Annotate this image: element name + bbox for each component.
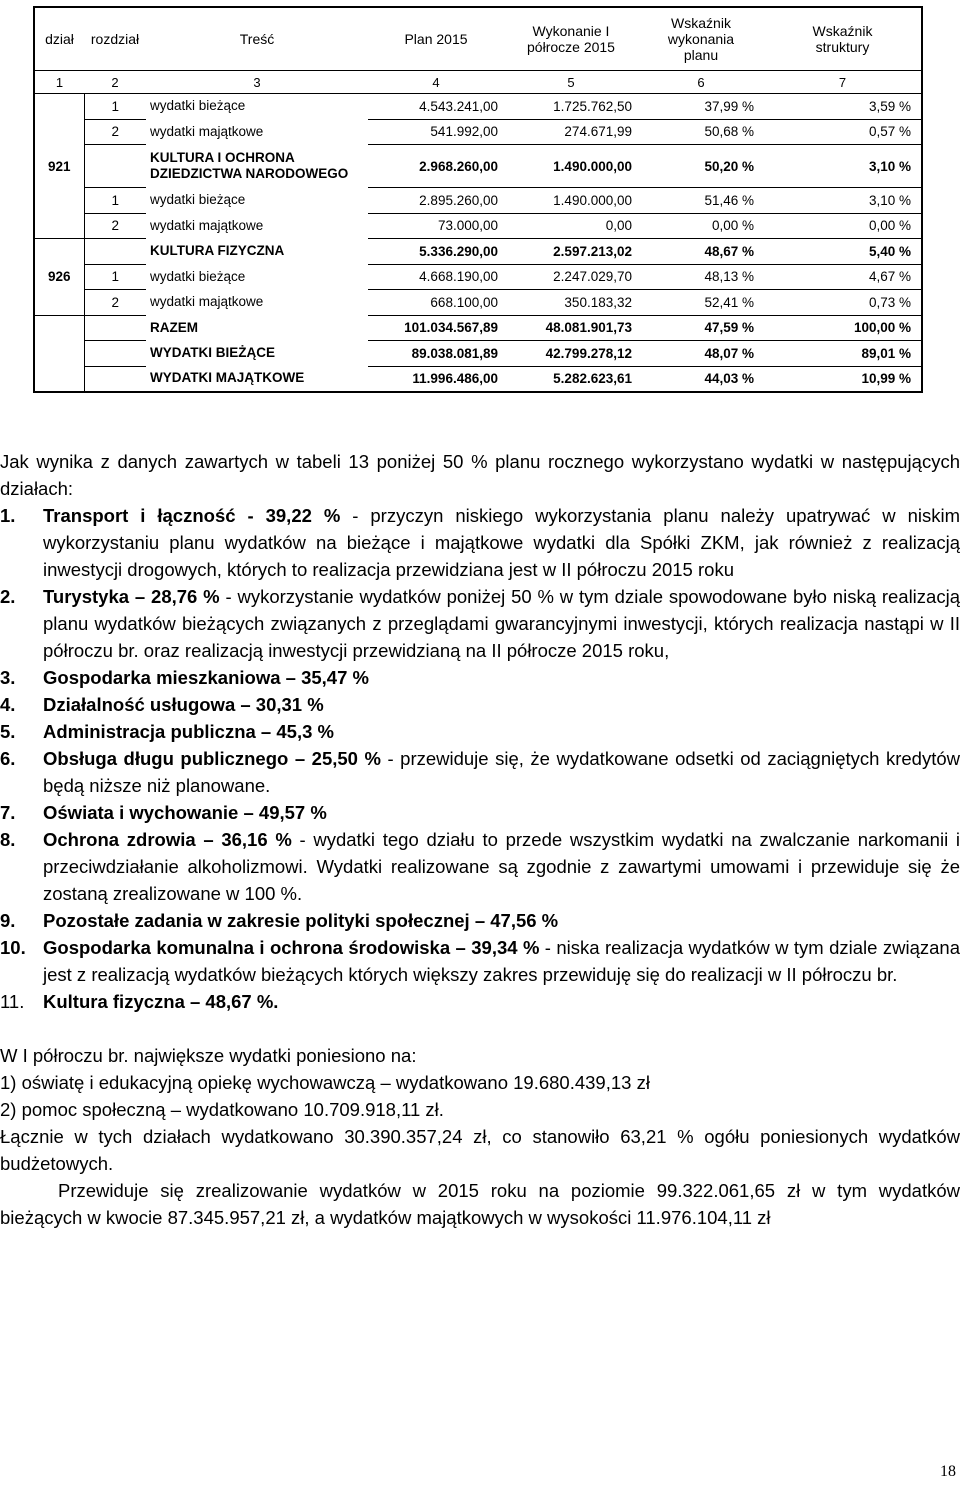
column-number: 2 bbox=[84, 71, 146, 94]
item-number: 2. bbox=[0, 586, 16, 607]
table-cell-pw: 51,46 % bbox=[638, 188, 764, 214]
table-cell-wyk: 350.183,32 bbox=[504, 290, 638, 316]
summary-item-social: 2) pomoc społeczną – wydatkowano 10.709.918,11 zł. bbox=[0, 1099, 444, 1120]
table-row bbox=[34, 213, 922, 239]
department-item bbox=[0, 799, 960, 826]
table-cell-rz bbox=[84, 239, 146, 265]
header-cell: rozdział bbox=[84, 7, 146, 71]
header-cell: Wskaźnik wykonania planu bbox=[638, 7, 764, 71]
table-cell-plan: 89.038.081,89 bbox=[368, 341, 504, 367]
table-row bbox=[34, 341, 922, 367]
table-cell-wyk: 1.490.000,00 bbox=[504, 145, 638, 188]
table-cell-rz: 2 bbox=[84, 213, 146, 239]
table-cell-ps: 100,00 % bbox=[764, 315, 922, 341]
table-cell-pw: 52,41 % bbox=[638, 290, 764, 316]
table-column-number-row bbox=[34, 71, 922, 94]
table-row bbox=[34, 239, 922, 265]
department-item bbox=[0, 718, 960, 745]
item-number: 11. bbox=[0, 991, 25, 1012]
item-number: 6. bbox=[0, 748, 16, 769]
department-item bbox=[0, 583, 960, 664]
table-cell-rz: 2 bbox=[84, 119, 146, 145]
expenditure-table bbox=[33, 6, 923, 393]
table-cell-t: wydatki majątkowe bbox=[150, 294, 264, 310]
department-item bbox=[0, 691, 960, 718]
table-cell-ps: 0,57 % bbox=[764, 119, 922, 145]
column-number: 5 bbox=[504, 71, 638, 94]
table-cell-t: WYDATKI MAJĄTKOWE bbox=[150, 370, 305, 386]
item-number: 10. bbox=[0, 937, 26, 958]
item-number: 9. bbox=[0, 910, 16, 931]
table-row bbox=[34, 119, 922, 145]
item-title: Pozostałe zadania w zakresie polityki społecznej – 47,56 % bbox=[43, 910, 559, 931]
table-cell-ps: 3,10 % bbox=[764, 145, 922, 188]
table-cell-ps: 0,73 % bbox=[764, 290, 922, 316]
item-body bbox=[43, 718, 960, 745]
item-text: - niska realizacja wydatków w tym dziale związana jest z realizacją wydatków bieżących których większy zakres przewiduję się do realizacji w II półroczu br. bbox=[43, 937, 960, 985]
table-row bbox=[34, 366, 922, 392]
table-cell-t: wydatki bieżące bbox=[150, 268, 246, 284]
department-item bbox=[0, 988, 960, 1015]
item-text: - wykorzystanie wydatków poniżej 50 % w tym dziale spowodowane było niską realizacją planu wydatków bieżących związanych z przeglądami gwarancyjnymi inwestycji, których realizacja nastąpi w II półroczu br. oraz realizacją inwestycji przewidzianą na II półrocze 2015 roku, bbox=[43, 586, 960, 661]
table-cell-wyk: 48.081.901,73 bbox=[504, 315, 638, 341]
table-cell-pw: 50,20 % bbox=[638, 145, 764, 188]
table-cell-rz bbox=[84, 145, 146, 188]
table-cell-pw: 0,00 % bbox=[638, 213, 764, 239]
table-cell-pw: 48,07 % bbox=[638, 341, 764, 367]
department-item bbox=[0, 826, 960, 907]
table-cell-plan: 2.895.260,00 bbox=[368, 188, 504, 214]
summary-item-education: 1) oświatę i edukacyjną opiekę wychowawczą – wydatkowano 19.680.439,13 zł bbox=[0, 1072, 650, 1093]
item-title: Kultura fizyczna – 48,67 %. bbox=[43, 991, 279, 1012]
table-cell-t: wydatki bieżące bbox=[150, 192, 246, 208]
table-cell-wyk: 5.282.623,61 bbox=[504, 366, 638, 392]
item-title: Turystyka – 28,76 % bbox=[43, 586, 220, 607]
item-title: Gospodarka mieszkaniowa – 35,47 % bbox=[43, 667, 369, 688]
table-cell-dz: 926 bbox=[34, 239, 84, 316]
table-cell-plan: 4.543.241,00 bbox=[368, 94, 504, 120]
column-number: 4 bbox=[368, 71, 504, 94]
table-row bbox=[34, 188, 922, 214]
item-number: 1. bbox=[0, 505, 16, 526]
table-cell-plan: 2.968.260,00 bbox=[368, 145, 504, 188]
document-body bbox=[0, 448, 960, 1231]
item-title: Transport i łączność - 39,22 % bbox=[43, 505, 341, 526]
table-cell-t: wydatki majątkowe bbox=[150, 123, 264, 139]
table-cell-rz bbox=[84, 315, 146, 341]
header-cell: Wskaźnik struktury bbox=[764, 7, 922, 71]
table-cell-t: RAZEM bbox=[150, 319, 198, 335]
item-body bbox=[43, 583, 960, 664]
table-cell-dz: 921 bbox=[34, 94, 84, 239]
table-cell-ps: 0,00 % bbox=[764, 213, 922, 239]
table-cell-plan: 11.996.486,00 bbox=[368, 366, 504, 392]
item-number: 7. bbox=[0, 802, 16, 823]
table-cell-plan: 541.992,00 bbox=[368, 119, 504, 145]
column-number: 7 bbox=[764, 71, 922, 94]
table-cell-rz bbox=[84, 341, 146, 367]
department-item bbox=[0, 934, 960, 988]
department-list bbox=[0, 502, 960, 1015]
table-row bbox=[34, 290, 922, 316]
item-body bbox=[43, 988, 960, 1015]
table-cell-rz: 1 bbox=[84, 264, 146, 290]
table-row bbox=[34, 94, 922, 120]
item-title: Ochrona zdrowia – 36,16 % bbox=[43, 829, 292, 850]
item-body bbox=[43, 799, 960, 826]
table-cell-ps: 89,01 % bbox=[764, 341, 922, 367]
table-cell-t: KULTURA I OCHRONA DZIEDZICTWA NARODOWEGO bbox=[150, 149, 349, 181]
item-title: Obsługa długu publicznego – 25,50 % bbox=[43, 748, 381, 769]
table-cell-plan: 101.034.567,89 bbox=[368, 315, 504, 341]
item-body bbox=[43, 907, 960, 934]
item-number: 3. bbox=[0, 667, 16, 688]
table-cell-dz bbox=[34, 315, 84, 392]
intro-paragraph: Jak wynika z danych zawartych w tabeli 13 poniżej 50 % planu rocznego wykorzystano wydatki w następujących działach: bbox=[0, 451, 960, 499]
forecast-paragraph: Przewiduje się zrealizowanie wydatków w 2015 roku na poziomie 99.322.061,65 zł w tym wydatków bieżących w kwocie 87.345.957,21 zł, a wydatków majątkowych w wysokości 11.976.104,11 zł bbox=[0, 1180, 960, 1228]
item-number: 8. bbox=[0, 829, 16, 850]
table-cell-pw: 48,67 % bbox=[638, 239, 764, 265]
table-cell-ps: 3,59 % bbox=[764, 94, 922, 120]
summary-total: Łącznie w tych działach wydatkowano 30.390.357,24 zł, co stanowiło 63,21 % ogółu poniesionych wydatków budżetowych. bbox=[0, 1126, 960, 1174]
summary-heading: W I półroczu br. największe wydatki poniesiono na: bbox=[0, 1045, 417, 1066]
table-cell-rz bbox=[84, 366, 146, 392]
department-item bbox=[0, 664, 960, 691]
header-cell: Treść bbox=[146, 7, 368, 71]
table-cell-ps: 3,10 % bbox=[764, 188, 922, 214]
column-number: 1 bbox=[34, 71, 84, 94]
item-body bbox=[43, 664, 960, 691]
table-cell-pw: 44,03 % bbox=[638, 366, 764, 392]
header-cell: dział bbox=[34, 7, 84, 71]
spacer bbox=[0, 1015, 960, 1042]
page-number: 18 bbox=[940, 1463, 956, 1480]
table-cell-wyk: 0,00 bbox=[504, 213, 638, 239]
table-cell-plan: 73.000,00 bbox=[368, 213, 504, 239]
item-body bbox=[43, 502, 960, 583]
table-row bbox=[34, 264, 922, 290]
item-text: - przewiduje się, że wydatkowane odsetki od zaciągniętych kredytów będą niższe niż planowane. bbox=[43, 748, 960, 796]
table-row bbox=[34, 145, 922, 188]
item-title: Gospodarka komunalna i ochrona środowiska – 39,34 % bbox=[43, 937, 540, 958]
table-cell-pw: 47,59 % bbox=[638, 315, 764, 341]
table-cell-t: wydatki bieżące bbox=[150, 98, 246, 114]
header-cell: Plan 2015 bbox=[368, 7, 504, 71]
item-body bbox=[43, 934, 960, 988]
department-item bbox=[0, 907, 960, 934]
item-number: 5. bbox=[0, 721, 16, 742]
table-cell-wyk: 2.247.029,70 bbox=[504, 264, 638, 290]
table-cell-t: WYDATKI BIEŻĄCE bbox=[150, 345, 275, 361]
table-cell-wyk: 2.597.213,02 bbox=[504, 239, 638, 265]
table-body bbox=[34, 94, 922, 393]
table-cell-ps: 5,40 % bbox=[764, 239, 922, 265]
item-body bbox=[43, 826, 960, 907]
table-cell-plan: 5.336.290,00 bbox=[368, 239, 504, 265]
header-cell: Wykonanie I półrocze 2015 bbox=[504, 7, 638, 71]
table-cell-t: wydatki majątkowe bbox=[150, 217, 264, 233]
column-number: 6 bbox=[638, 71, 764, 94]
item-number: 4. bbox=[0, 694, 16, 715]
item-title: Oświata i wychowanie – 49,57 % bbox=[43, 802, 327, 823]
table-cell-plan: 668.100,00 bbox=[368, 290, 504, 316]
table-cell-rz: 2 bbox=[84, 290, 146, 316]
table-cell-ps: 4,67 % bbox=[764, 264, 922, 290]
table-cell-wyk: 42.799.278,12 bbox=[504, 341, 638, 367]
item-text: - przyczyn niskiego wykorzystania planu należy upatrywać w niskim wykorzystaniu planu wydatków na bieżące i majątkowe wydatki dla Spółki ZKM, jak również z realizacją inwestycji drogowych, których to realizacja przewidziana jest w II półroczu 2015 roku bbox=[43, 505, 960, 580]
item-text: - wydatki tego działu to przede wszystkim wydatki na zwalczanie narkomanii i przeciwdziałanie alkoholizmowi. Wydatki realizowane są zgodnie z zawartymi umowami i przewiduje się że zostaną zrealizowane w 100 %. bbox=[43, 829, 960, 904]
department-item bbox=[0, 745, 960, 799]
table-cell-wyk: 1.725.762,50 bbox=[504, 94, 638, 120]
item-title: Administracja publiczna – 45,3 % bbox=[43, 721, 334, 742]
table-cell-pw: 48,13 % bbox=[638, 264, 764, 290]
table-cell-plan: 4.668.190,00 bbox=[368, 264, 504, 290]
item-title: Działalność usługowa – 30,31 % bbox=[43, 694, 324, 715]
item-body bbox=[43, 691, 960, 718]
column-number: 3 bbox=[146, 71, 368, 94]
table-cell-ps: 10,99 % bbox=[764, 366, 922, 392]
table-cell-rz: 1 bbox=[84, 94, 146, 120]
table-cell-pw: 37,99 % bbox=[638, 94, 764, 120]
table-cell-pw: 50,68 % bbox=[638, 119, 764, 145]
table-row bbox=[34, 315, 922, 341]
item-body bbox=[43, 745, 960, 799]
table-cell-t: KULTURA FIZYCZNA bbox=[150, 243, 285, 259]
table-header-row bbox=[34, 7, 922, 71]
table-cell-wyk: 274.671,99 bbox=[504, 119, 638, 145]
department-item bbox=[0, 502, 960, 583]
table-cell-rz: 1 bbox=[84, 188, 146, 214]
table-cell-wyk: 1.490.000,00 bbox=[504, 188, 638, 214]
